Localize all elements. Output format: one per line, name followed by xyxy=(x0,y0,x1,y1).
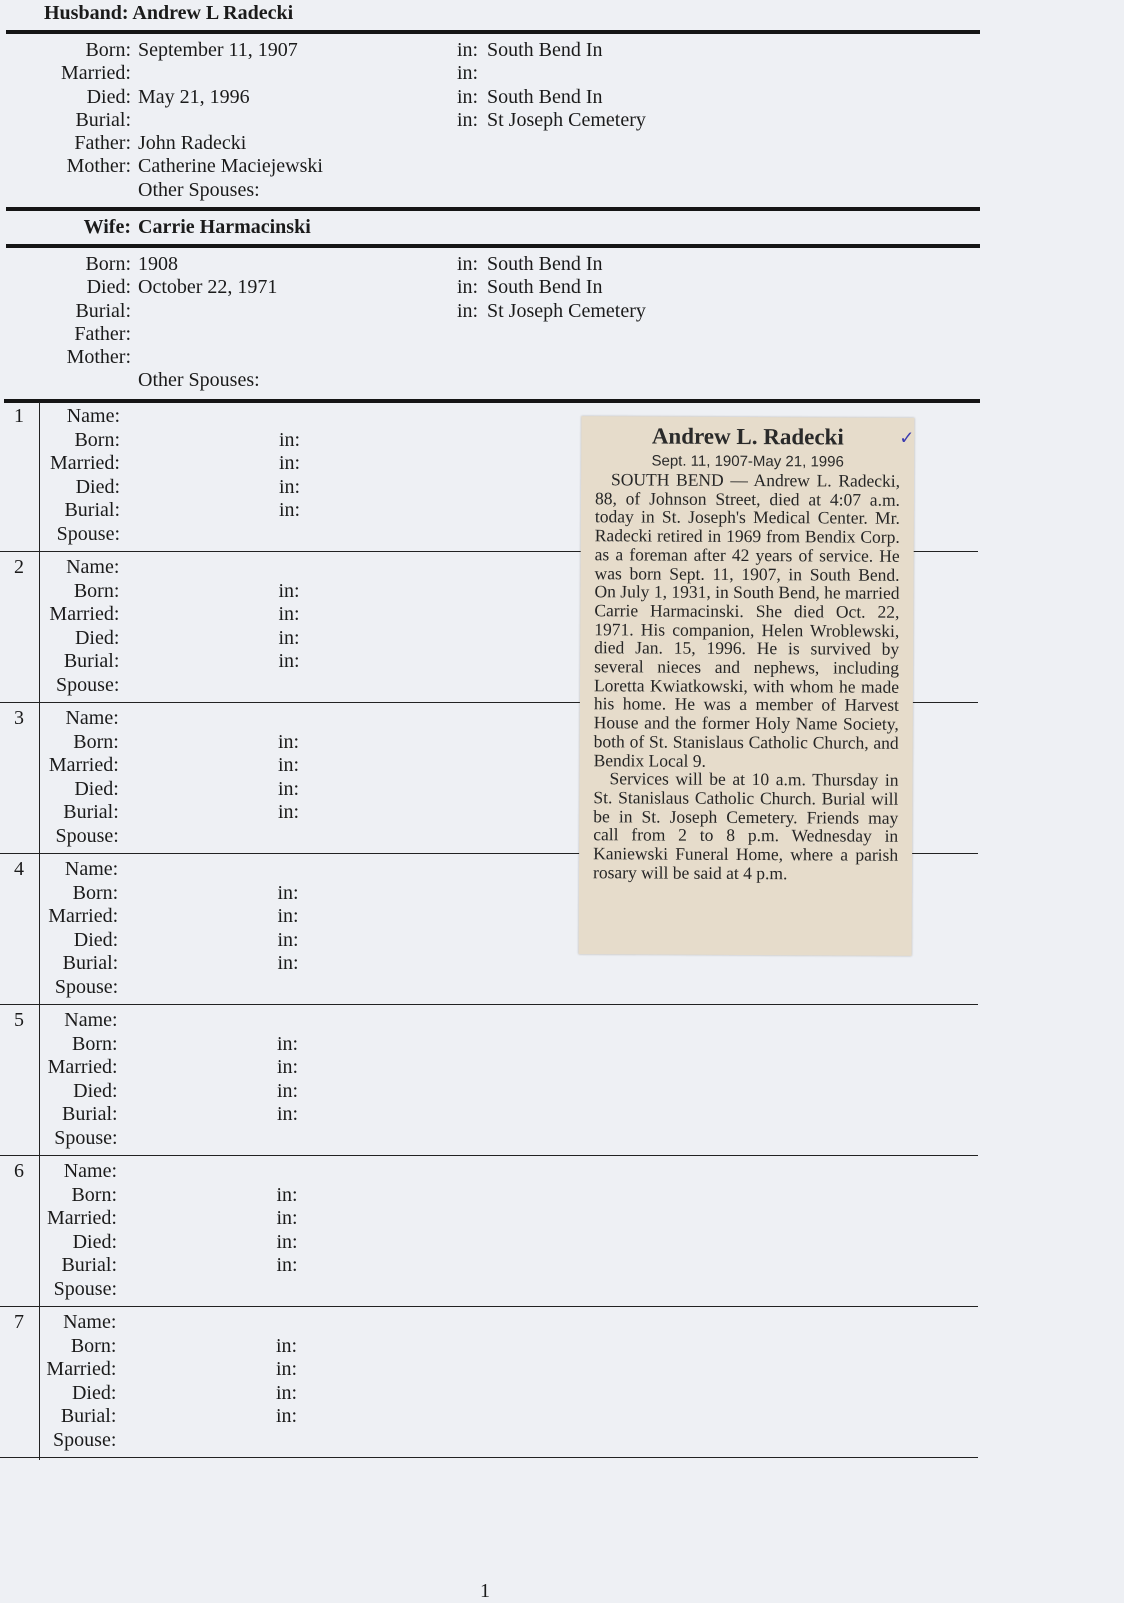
child-burial-in-label: in: xyxy=(278,801,300,823)
child-name-label: Name: xyxy=(63,1311,117,1333)
husband-label: Husband: xyxy=(44,2,129,24)
husband-burial-label: Burial: xyxy=(75,109,131,131)
child-separator-rule xyxy=(0,1004,978,1005)
wife-bottom-rule xyxy=(4,399,980,403)
child-burial-label: Burial: xyxy=(60,1405,117,1427)
child-died-in-label: in: xyxy=(279,475,301,498)
child-born-label: Born: xyxy=(74,428,120,451)
husband-born-in-label: in: xyxy=(457,39,479,61)
child-spouse-label: Spouse: xyxy=(54,1126,118,1149)
child-married-in-label: in: xyxy=(278,754,300,776)
child-born-in-label: in: xyxy=(278,579,300,602)
child-spouse-label: Spouse: xyxy=(54,975,119,998)
child-married-in-label: in: xyxy=(276,1358,298,1380)
wife-other-spouses-label: Other Spouses: xyxy=(138,369,260,391)
child-married-label: Married: xyxy=(49,603,120,625)
child-died-label: Died: xyxy=(73,1079,118,1102)
check-mark-icon: ✓ xyxy=(899,427,915,449)
wife-burial-in-label: in: xyxy=(457,300,479,322)
child-died-in-label: in: xyxy=(278,626,300,649)
husband-born-place: South Bend In xyxy=(487,39,603,61)
husband-mother-value: Catherine Maciejewski xyxy=(138,155,323,177)
child-died-label: Died: xyxy=(74,777,119,800)
child-burial-in-label: in: xyxy=(277,952,299,974)
page-number: 1 xyxy=(480,1580,490,1602)
child-died-in-label: in: xyxy=(277,928,299,951)
child-burial-label: Burial: xyxy=(64,499,120,521)
child-born-label: Born: xyxy=(73,730,119,753)
husband-bottom-rule xyxy=(6,207,980,211)
child-born-label: Born: xyxy=(72,1032,118,1055)
child-married-label: Married: xyxy=(48,905,119,927)
child-spouse-label: Spouse: xyxy=(53,1277,117,1300)
husband-mother-label: Mother: xyxy=(66,155,131,177)
wife-died-place: South Bend In xyxy=(487,276,603,298)
child-married-label: Married: xyxy=(48,754,119,776)
child-born-label: Born: xyxy=(72,881,119,904)
child-number: 4 xyxy=(14,858,24,880)
child-died-in-label: in: xyxy=(278,777,300,800)
child-name-label: Name: xyxy=(66,556,120,578)
child-burial-label: Burial: xyxy=(62,952,119,974)
wife-burial-label: Burial: xyxy=(75,300,131,322)
child-spouse-label: Spouse: xyxy=(56,673,120,696)
child-born-in-label: in: xyxy=(276,1183,298,1206)
child-born-label: Born: xyxy=(71,1183,117,1206)
obituary-clipping xyxy=(579,416,915,956)
child-number: 6 xyxy=(14,1160,24,1182)
husband-born-value: September 11, 1907 xyxy=(138,39,298,61)
husband-married-label: Married: xyxy=(61,62,131,84)
child-married-in-label: in: xyxy=(279,452,301,474)
child-born-in-label: in: xyxy=(279,428,301,451)
child-name-label: Name: xyxy=(63,1160,117,1182)
child-name-label: Name: xyxy=(64,1009,118,1031)
wife-born-place: South Bend In xyxy=(487,253,603,275)
obituary-paragraph-2: Services will be at 10 a.m. Thursday in St. Stanislaus Catholic Church. Burial will be in St. Joseph Cemetery. Friends may call from 2 to 8 p.m. Wednesday in Kaniewski Funeral Home, where a parish rosary will be said at 4 p.m. xyxy=(592,768,899,883)
husband-died-value: May 21, 1996 xyxy=(138,86,250,108)
child-separator-rule xyxy=(0,1306,978,1307)
child-burial-in-label: in: xyxy=(278,650,300,672)
husband-married-in-label: in: xyxy=(457,62,479,84)
child-name-label: Name: xyxy=(66,405,120,427)
child-born-label: Born: xyxy=(70,1334,117,1357)
child-died-label: Died: xyxy=(73,928,119,951)
husband-father-value: John Radecki xyxy=(138,132,247,154)
child-spouse-label: Spouse: xyxy=(53,1428,117,1451)
child-burial-label: Burial: xyxy=(63,801,119,823)
child-number: 7 xyxy=(14,1311,24,1333)
child-married-in-label: in: xyxy=(277,1056,299,1078)
child-number: 5 xyxy=(14,1009,24,1031)
child-burial-in-label: in: xyxy=(276,1254,298,1276)
child-died-in-label: in: xyxy=(276,1381,298,1404)
child-married-in-label: in: xyxy=(278,603,300,625)
child-spouse-label: Spouse: xyxy=(56,522,120,545)
husband-name: Andrew L Radecki xyxy=(132,2,294,24)
child-born-in-label: in: xyxy=(276,1334,298,1357)
husband-burial-place: St Joseph Cemetery xyxy=(487,109,646,131)
child-married-label: Married: xyxy=(46,1358,117,1380)
child-burial-label: Burial: xyxy=(63,650,120,672)
child-married-label: Married: xyxy=(47,1207,117,1229)
child-born-in-label: in: xyxy=(278,730,300,753)
wife-died-in-label: in: xyxy=(457,276,479,298)
child-spouse-label: Spouse: xyxy=(55,824,119,847)
husband-burial-in-label: in: xyxy=(457,109,479,131)
child-number: 1 xyxy=(14,405,24,427)
obituary-paragraph-1: SOUTH BEND — Andrew L. Radecki, 88, of Johnson Street, died at 4:07 a.m. today in St. Joseph's Medical Center. Mr. Radecki retired in 1969 from Bendix Corp. as a foreman after 42 years of service. He was born Sept. 11, 1907, in South Bend. On July 1, 1931, in South Bend, he married Carrie Harmacinski. She died Oct. 22, 1971. His companion, Helen Wroblewski, died Jan. 15, 1996. He is survived by several nieces and nephews, including Loretta Kwiatkowski, with whom he made his home. He was a member of Harvest House and the former Holy Name Society, both of St. Stanislaus Catholic Church, and Bendix Local 9. xyxy=(593,469,901,771)
child-number: 2 xyxy=(14,556,24,578)
wife-born-value: 1908 xyxy=(138,253,178,275)
wife-born-in-label: in: xyxy=(457,253,479,275)
child-died-label: Died: xyxy=(71,1381,117,1404)
child-burial-in-label: in: xyxy=(277,1103,299,1125)
husband-other-spouses-label: Other Spouses: xyxy=(138,179,260,201)
child-born-in-label: in: xyxy=(277,1032,299,1055)
child-separator-rule xyxy=(0,1155,978,1156)
wife-died-label: Died: xyxy=(86,276,131,298)
child-born-in-label: in: xyxy=(277,881,299,904)
wife-burial-place: St Joseph Cemetery xyxy=(487,300,646,322)
obituary-dates: Sept. 11, 1907-May 21, 1996 xyxy=(651,452,844,471)
husband-born-label: Born: xyxy=(85,39,131,61)
child-burial-in-label: in: xyxy=(279,499,301,521)
child-born-label: Born: xyxy=(73,579,120,602)
husband-heading xyxy=(44,2,293,25)
obituary-title: Andrew L. Radecki xyxy=(651,423,844,450)
child-died-label: Died: xyxy=(75,475,120,498)
child-married-label: Married: xyxy=(47,1056,118,1078)
wife-mother-label: Mother: xyxy=(66,346,131,368)
wife-born-label: Born: xyxy=(85,253,131,275)
child-married-label: Married: xyxy=(50,452,120,474)
husband-died-label: Died: xyxy=(86,86,131,108)
child-died-label: Died: xyxy=(72,1230,117,1253)
child-died-in-label: in: xyxy=(276,1230,298,1253)
husband-top-rule xyxy=(6,30,980,34)
child-burial-label: Burial: xyxy=(62,1103,118,1125)
child-name-label: Name: xyxy=(65,707,119,729)
child-burial-in-label: in: xyxy=(276,1405,298,1427)
husband-father-label: Father: xyxy=(74,132,131,154)
husband-died-in-label: in: xyxy=(457,86,479,108)
wife-father-label: Father: xyxy=(74,323,131,345)
child-married-in-label: in: xyxy=(276,1207,298,1229)
child-married-in-label: in: xyxy=(277,905,299,927)
husband-died-place: South Bend In xyxy=(487,86,603,108)
child-separator-rule xyxy=(0,1457,978,1458)
wife-top-rule xyxy=(6,244,980,248)
wife-died-value: October 22, 1971 xyxy=(138,276,278,298)
wife-label: Wife: xyxy=(83,216,131,238)
child-name-label: Name: xyxy=(64,858,119,880)
child-burial-label: Burial: xyxy=(61,1254,117,1276)
wife-name: Carrie Harmacinski xyxy=(138,216,311,238)
child-died-label: Died: xyxy=(74,626,120,649)
child-number: 3 xyxy=(14,707,24,729)
child-died-in-label: in: xyxy=(277,1079,299,1102)
obituary-body xyxy=(593,470,900,883)
